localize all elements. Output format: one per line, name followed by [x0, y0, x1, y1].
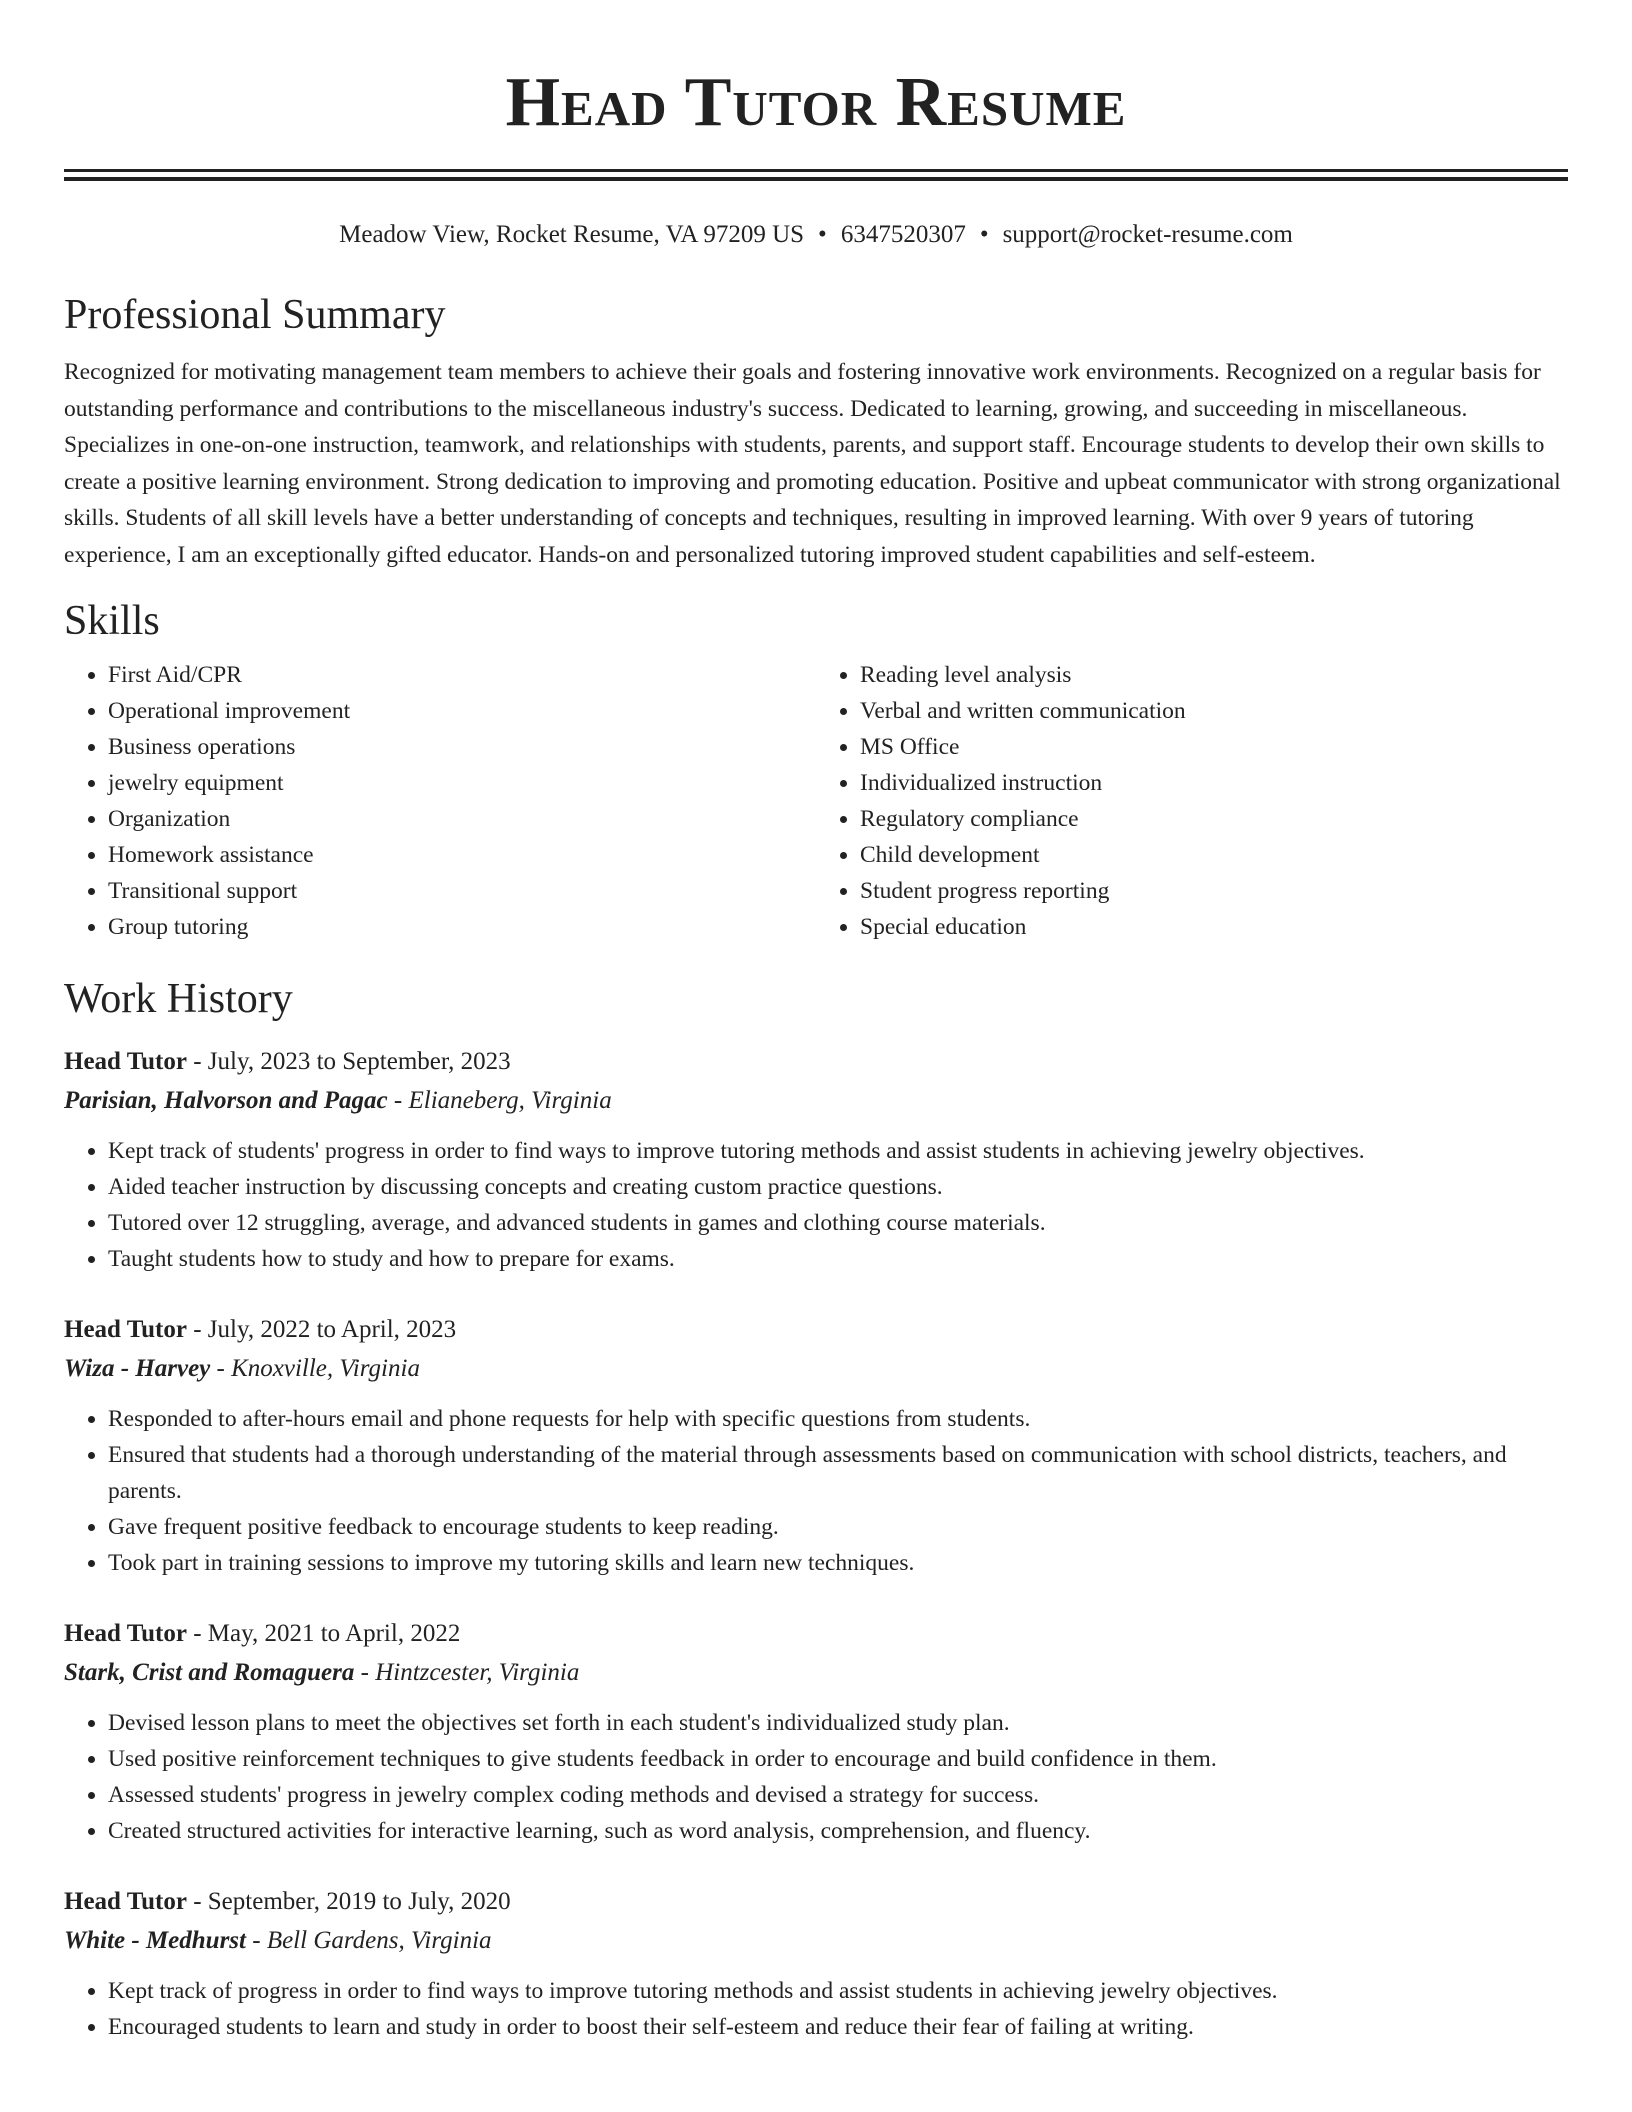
title-rule-top: [64, 169, 1568, 172]
skill-item: • Student progress reporting: [860, 873, 1568, 909]
job-employer: [64, 1921, 1568, 1961]
job-dates: May, 2021 to April, 2022: [207, 1620, 461, 1647]
job-title: Head Tutor: [64, 1316, 187, 1343]
job-company: Parisian, Halvorson and Pagac: [64, 1087, 388, 1114]
contact-info: [64, 219, 1568, 251]
job-dash: -: [354, 1659, 376, 1686]
job-bullets: [64, 1401, 1568, 1581]
job-entry: [64, 1615, 1568, 1849]
title-rule-bottom: [64, 177, 1568, 181]
job-title: Head Tutor: [64, 1048, 187, 1075]
skill-item: • Operational improvement: [108, 693, 816, 729]
work-history-heading: Work History: [64, 976, 293, 1022]
job-bullet: • Devised lesson plans to meet the objectives set forth in each student's individualized study plan.: [108, 1705, 1568, 1741]
contact-phone: 6347520307: [840, 221, 966, 248]
job-employer: [64, 1081, 1568, 1121]
job-bullets: [64, 1973, 1568, 2045]
job-employer: [64, 1653, 1568, 1693]
skill-item: • First Aid/CPR: [108, 657, 816, 693]
job-location: Elianeberg, Virginia: [408, 1087, 612, 1114]
job-bullet: • Ensured that students had a thorough understanding of the material through assessments based on communication with school districts, teachers, and parents.: [108, 1437, 1568, 1509]
skills-column-left: [64, 657, 816, 945]
skill-item: • jewelry equipment: [108, 765, 816, 801]
job-bullet: • Gave frequent positive feedback to encourage students to keep reading.: [108, 1509, 1568, 1545]
job-dash: -: [210, 1355, 232, 1382]
resume-title: Head Tutor Resume: [505, 64, 1127, 141]
job-location: Knoxville, Virginia: [231, 1355, 420, 1382]
job-bullet: • Tutored over 12 struggling, average, and advanced students in games and clothing course materials.: [108, 1205, 1568, 1241]
skill-item: • Individualized instruction: [860, 765, 1568, 801]
job-bullet: • Took part in training sessions to improve my tutoring skills and learn new techniques.: [108, 1545, 1568, 1581]
contact-email[interactable]: support@rocket-resume.com: [1002, 221, 1293, 248]
job-bullet: • Kept track of students' progress in order to find ways to improve tutoring methods and assist students in achieving jewelry objectives.: [108, 1133, 1568, 1169]
skills-heading: Skills: [64, 598, 160, 644]
job-bullet: • Taught students how to study and how to prepare for exams.: [108, 1241, 1568, 1277]
summary-text: Recognized for motivating management team members to achieve their goals and fostering innovative work environments. Recognized on a regular basis for outstanding performance and contributions to the miscellaneous industry's success. Dedicated to learning, growing, and succeeding in miscellaneous. Specializes in one-on-one instruction, teamwork, and relationships with students, parents, and support staff. Encourage students to develop their own skills to create a positive learning environment. Strong dedication to improving and promoting education. Positive and upbeat communicator with strong organizational skills. Students of all skill levels have a better understanding of concepts and techniques, resulting in improved learning. With over 9 years of tutoring experience, I am an exceptionally gifted educator. Hands-on and personalized tutoring improved student capabilities and self-esteem.: [64, 359, 1561, 568]
skill-item: • Special education: [860, 909, 1568, 945]
job-company: Wiza - Harvey: [64, 1355, 211, 1382]
job-dash: -: [186, 1620, 208, 1647]
skill-item: • Group tutoring: [108, 909, 816, 945]
summary-heading: Professional Summary: [64, 292, 446, 338]
job-dates: September, 2019 to July, 2020: [207, 1888, 511, 1915]
job-header: [64, 1883, 1568, 1921]
skills-column-right: [816, 657, 1568, 945]
job-company: Stark, Crist and Romaguera: [64, 1659, 355, 1686]
skill-item: • MS Office: [860, 729, 1568, 765]
job-company: White - Medhurst: [64, 1927, 246, 1954]
contact-separator: •: [979, 221, 989, 248]
job-bullet: • Encouraged students to learn and study in order to boost their self-esteem and reduce their fear of failing at writing.: [108, 2009, 1568, 2045]
job-bullet: • Used positive reinforcement techniques to give students feedback in order to encourage and build confidence in them.: [108, 1741, 1568, 1777]
job-title: Head Tutor: [64, 1888, 187, 1915]
job-bullets: [64, 1133, 1568, 1277]
skill-item: • Organization: [108, 801, 816, 837]
skill-item: • Verbal and written communication: [860, 693, 1568, 729]
job-dash: -: [387, 1087, 409, 1114]
contact-separator: •: [818, 221, 827, 248]
job-dash: -: [186, 1888, 208, 1915]
job-header: [64, 1043, 1568, 1081]
job-title: Head Tutor: [64, 1620, 187, 1647]
job-location: Hintzcester, Virginia: [375, 1659, 580, 1686]
job-entry: [64, 1883, 1568, 2045]
job-dates: July, 2023 to September, 2023: [207, 1048, 511, 1075]
job-location: Bell Gardens, Virginia: [266, 1927, 492, 1954]
job-dash: -: [186, 1316, 208, 1343]
job-bullet: • Responded to after-hours email and phone requests for help with specific questions from students.: [108, 1401, 1568, 1437]
skill-item: • Transitional support: [108, 873, 816, 909]
contact-address: Meadow View, Rocket Resume, VA 97209 US: [339, 221, 805, 248]
job-bullet: • Kept track of progress in order to find ways to improve tutoring methods and assist students in achieving jewelry objectives.: [108, 1973, 1568, 2009]
job-header: [64, 1311, 1568, 1349]
job-bullets: [64, 1705, 1568, 1849]
job-entry: [64, 1311, 1568, 1581]
skill-item: • Reading level analysis: [860, 657, 1568, 693]
job-header: [64, 1615, 1568, 1653]
job-entry: [64, 1043, 1568, 1277]
skills-list: [64, 657, 1568, 945]
skill-item: • Business operations: [108, 729, 816, 765]
skill-item: • Regulatory compliance: [860, 801, 1568, 837]
skill-item: • Child development: [860, 837, 1568, 873]
job-bullet: • Aided teacher instruction by discussing concepts and creating custom practice questions.: [108, 1169, 1568, 1205]
job-employer: [64, 1349, 1568, 1389]
job-bullet: • Assessed students' progress in jewelry complex coding methods and devised a strategy for success.: [108, 1777, 1568, 1813]
job-bullet: • Created structured activities for interactive learning, such as word analysis, comprehension, and fluency.: [108, 1813, 1568, 1849]
job-dates: July, 2022 to April, 2023: [207, 1316, 457, 1343]
job-dash: -: [245, 1927, 267, 1954]
job-dash: -: [186, 1048, 208, 1075]
skill-item: • Homework assistance: [108, 837, 816, 873]
